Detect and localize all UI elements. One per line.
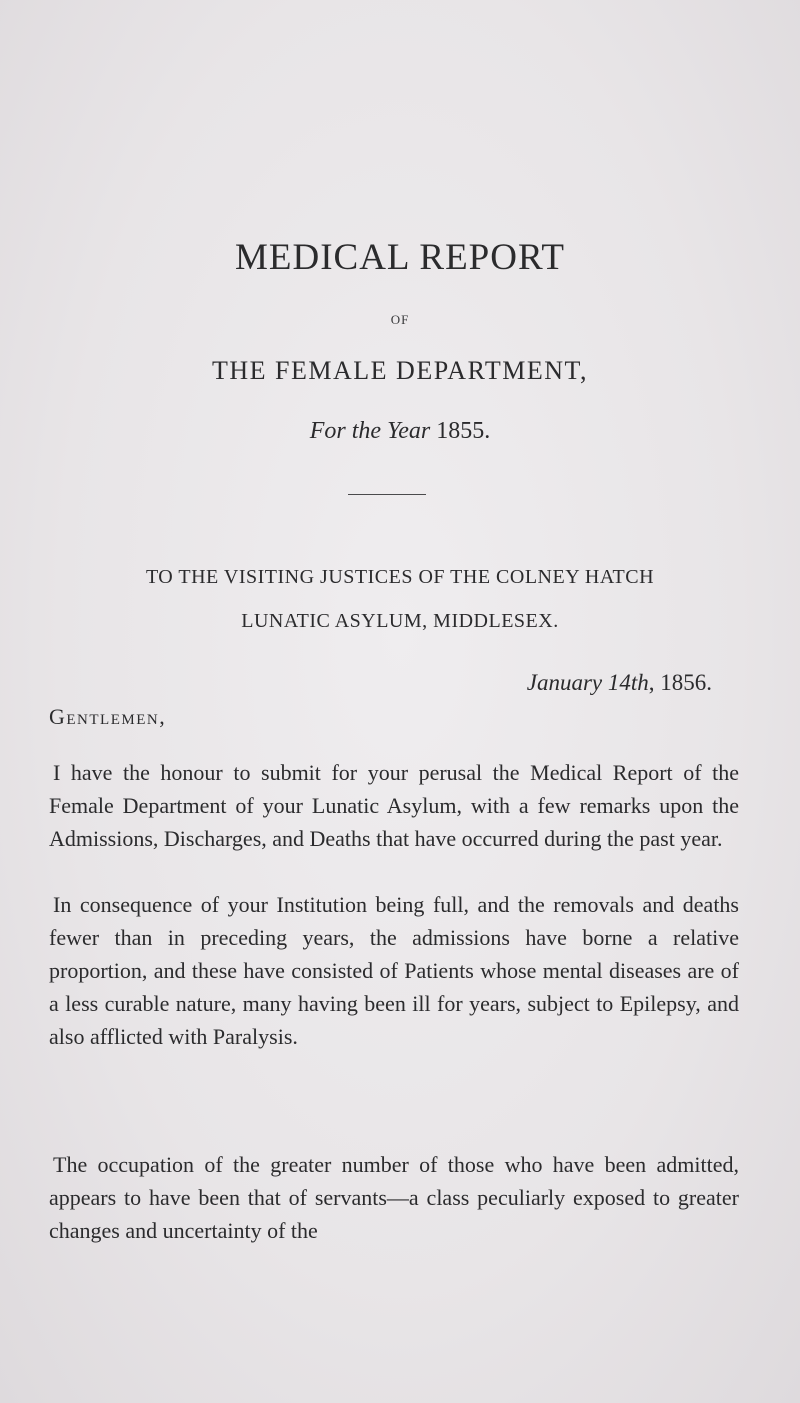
paragraph-1: I have the honour to submit for your perusal the Medical Report of the Female Department of your Lunatic Asylum, with a few remarks upon the Admissions, Discharges, and Deaths that have occurred during the past year. (49, 760, 739, 851)
report-title: MEDICAL REPORT (234, 237, 566, 278)
letter-date (527, 670, 712, 696)
paragraph-2: In consequence of your Institution being full, and the removals and deaths fewer than in preceding years, the admissions have borne a relative proportion, and these have consisted of Patients whose mental diseases are of a less curable nature, many having been ill for years, subject to Epilepsy, and also afflicted with Paralysis. (49, 892, 739, 1049)
salutation: Gentlemen, (49, 704, 167, 729)
department-heading: THE FEMALE DEPARTMENT, (212, 356, 588, 385)
addressee-line-1: TO THE VISITING JUSTICES OF THE COLNEY HATCH (145, 566, 655, 588)
report-year (0, 418, 800, 445)
date-day: 14th (607, 670, 649, 695)
date-month: January (526, 670, 603, 695)
year-prefix: For the Year (309, 418, 431, 444)
title-connector: OF (390, 312, 410, 327)
addressee-line-2: LUNATIC ASYLUM, MIDDLESEX. (241, 610, 559, 632)
paragraph-3: The occupation of the greater number of those who have been admitted, appears to have been that of servants—a class peculiarly exposed to greater changes and uncertainty of the (49, 1152, 739, 1243)
date-year: , 1856. (648, 670, 712, 695)
year-value: 1855. (436, 418, 491, 444)
divider-rule (348, 494, 426, 495)
